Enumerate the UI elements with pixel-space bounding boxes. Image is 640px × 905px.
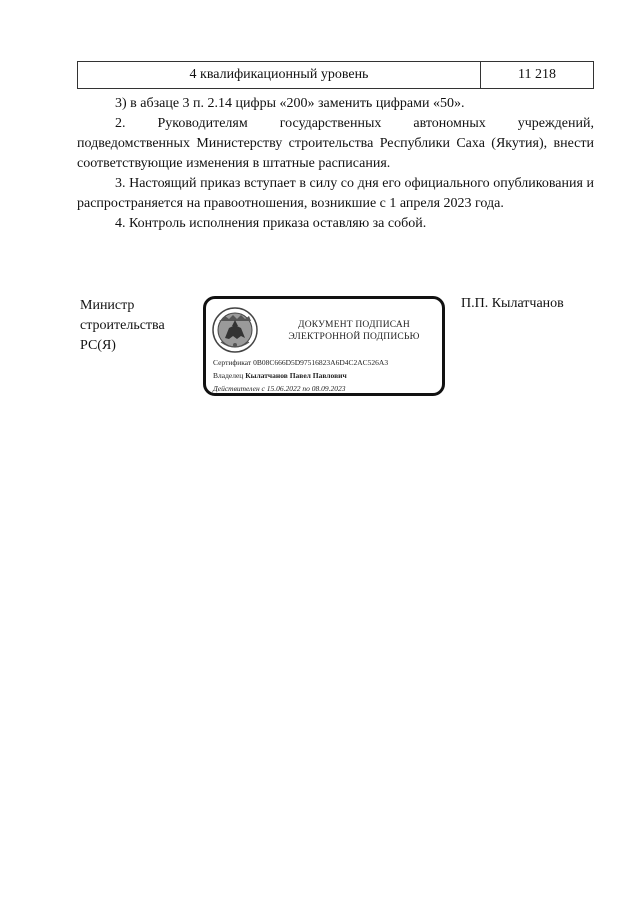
salary-table-row xyxy=(77,61,594,89)
validity-line: Действителен с 15.06.2022 по 08.09.2023 xyxy=(213,384,346,393)
stamp-title: ДОКУМЕНТ ПОДПИСАН ЭЛЕКТРОННОЙ ПОДПИСЬЮ xyxy=(288,320,420,342)
paragraph-3: 3. Настоящий приказ вступает в силу со дня его официального опубликования и распространяется на правоотношения, возникшие с 1 апреля 2023 года. xyxy=(77,176,594,211)
certificate-line: Сертификат 0B08C666D5D97516823A6D4C2AC526A3 xyxy=(213,358,389,367)
qualification-level-cell: 4 квалификационный уровень xyxy=(78,62,481,88)
position-line-2: строительства xyxy=(80,318,165,333)
order-text xyxy=(77,94,594,234)
signatory-name: П.П. Кылатчанов xyxy=(461,296,564,311)
signatory-position xyxy=(80,296,165,356)
paragraph-item-3: 3) в абзаце 3 п. 2.14 цифры «200» заменить цифрами «50». xyxy=(115,96,465,111)
yakutia-emblem-icon xyxy=(211,306,259,354)
position-line-1: Министр xyxy=(80,298,135,313)
position-line-3: РС(Я) xyxy=(80,338,116,353)
paragraph-2: 2. Руководителям государственных автономных учреждений, подведомственных Министерству строительства Республики Саха (Якутия), внести соответствующие изменения в штатные расписания. xyxy=(77,116,594,171)
amount-cell: 11 218 xyxy=(518,67,556,82)
owner-line: Владелец Кылатчанов Павел Павлович xyxy=(213,371,347,380)
electronic-signature-stamp xyxy=(203,296,445,396)
paragraph-4: 4. Контроль исполнения приказа оставляю за собой. xyxy=(115,216,427,231)
